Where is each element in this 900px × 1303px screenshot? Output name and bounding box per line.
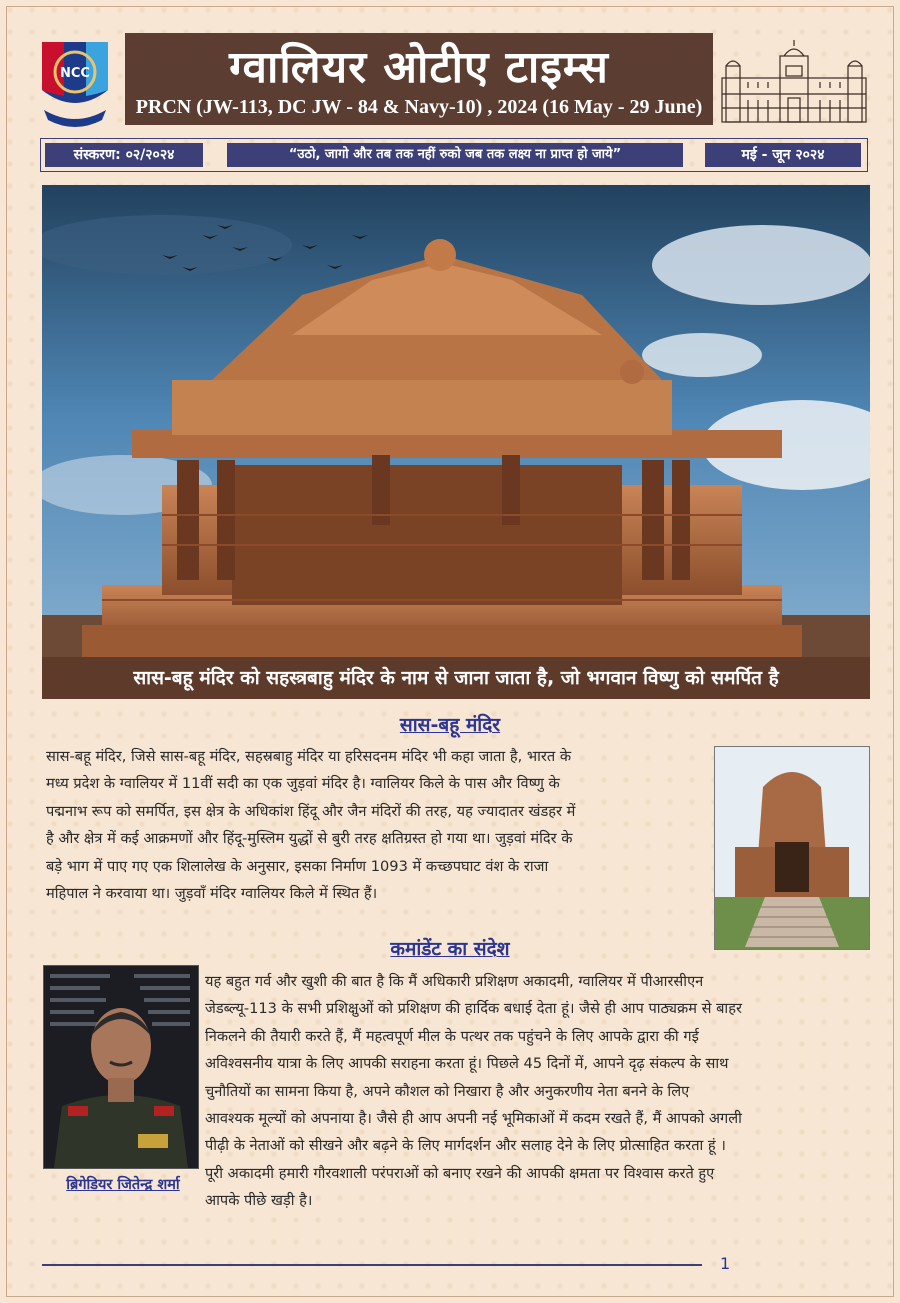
text-line: बड़े भाग में पाए गए एक शिलालेख के अनुसार, इसका निर्माण 1093 में कच्छपघाट वंश के राजा	[46, 857, 549, 875]
temple-side-photo	[714, 746, 870, 950]
info-bar	[40, 138, 868, 172]
text-line: यह बहुत गर्व और खुशी की बात है कि मैं अधिकारी प्रशिक्षण अकादमी, ग्वालियर में पीआरसीएन	[205, 973, 704, 990]
hero-caption: सास-बहू मंदिर को सहस्त्रबाहु मंदिर के नाम से जाना जाता है, जो भगवान विष्णु को समर्पित है	[42, 657, 870, 699]
slogan-banner: “उठो, जागो और तब तक नहीं रुको जब तक लक्ष्य ना प्राप्त हो जाये”	[227, 143, 683, 167]
text-line: सास-बहू मंदिर, जिसे सास-बहू मंदिर, सहस्रबाहु मंदिर या हरिसदनम मंदिर भी कहा जाता है, भारत के	[46, 748, 572, 765]
text-line: निकलने की तैयारी करते हैं, मैं महत्वपूर्ण मील के पत्थर तक पहुंचने के लिए आपके द्वारा की गई	[205, 1027, 699, 1045]
text-line: है और क्षेत्र में कई आक्रमणों और हिंदू-मुस्लिम युद्धों से बुरी तरह क्षतिग्रस्त हो गया था। जुड़वां मंदिर के	[46, 830, 573, 848]
text-line: आपके पीछे खड़ी है।	[205, 1192, 313, 1210]
newsletter-title: ग्वालियर ओटीए टाइम्स	[229, 42, 609, 93]
commandant-name: ब्रिगेडियर जितेन्द्र शर्मा	[66, 1177, 180, 1193]
commandant-message-body	[205, 968, 867, 1215]
text-line: महिपाल ने करवाया था। जुड़वाँ मंदिर ग्वालियर किले में स्थित हैं।	[46, 885, 378, 903]
temple-article-body	[46, 743, 706, 907]
logo-text: NCC	[60, 66, 90, 81]
issue-date-badge: मई - जून २०२४	[705, 143, 861, 167]
hero-temple-image	[42, 185, 870, 699]
palace-illustration	[718, 38, 870, 126]
masthead	[125, 33, 713, 125]
page-number: 1	[720, 1254, 731, 1273]
text-line: चुनौतियों का सामना किया है, अपने कौशल को निखारा है और अनुकरणीय नेता बनने के लिए	[205, 1082, 690, 1100]
commandant-portrait	[43, 965, 199, 1169]
ncc-logo	[38, 38, 112, 128]
temple-article-heading: सास-बहू मंदिर	[399, 714, 501, 736]
text-line: जेडब्ल्यू-113 के सभी प्रशिक्षुओं को प्रशिक्षण की हार्दिक बधाई देता हूं। जैसे ही आप पाठ्यक्रम से बाहर	[205, 1000, 742, 1018]
text-line: अविश्वसनीय यात्रा के लिए आपकी सराहना करता हूं। पिछले 45 दिनों में, आपने दृढ़ संकल्प के साथ	[205, 1055, 729, 1073]
commandant-message-heading: कमांडेंट का संदेश	[390, 938, 510, 960]
text-line: पद्मनाभ रूप को समर्पित, इस क्षेत्र के अधिकांश हिंदू और जैन मंदिरों की तरह, यह ज्यादातर खंडहर में	[46, 802, 576, 820]
text-line: पीढ़ी के नेताओं को सीखने और बढ़ने के लिए मार्गदर्शन और सलाह देने के लिए प्रोत्साहित करता हूं ।	[205, 1137, 726, 1155]
edition-badge: संस्करण: ०२/२०२४	[45, 143, 203, 167]
newsletter-subtitle: PRCN (JW-113, DC JW - 84 & Navy-10) , 2024 (16 May - 29 June)	[135, 96, 703, 118]
footer-divider	[42, 1264, 702, 1266]
text-line: आवश्यक मूल्यों को अपनाया है। जैसे ही आप अपनी नई भूमिकाओं में कदम रखते हैं, मैं आपको अगली	[205, 1110, 742, 1128]
text-line: पूरी अकादमी हमारी गौरवशाली परंपराओं को बनाए रखने की आपकी क्षमता पर विश्वास करते हुए	[205, 1164, 715, 1182]
text-line: मध्य प्रदेश के ग्वालियर में 11वीं सदी का एक जुड़वां मंदिर है। ग्वालियर किले के पास और विष्णु के	[46, 775, 560, 793]
